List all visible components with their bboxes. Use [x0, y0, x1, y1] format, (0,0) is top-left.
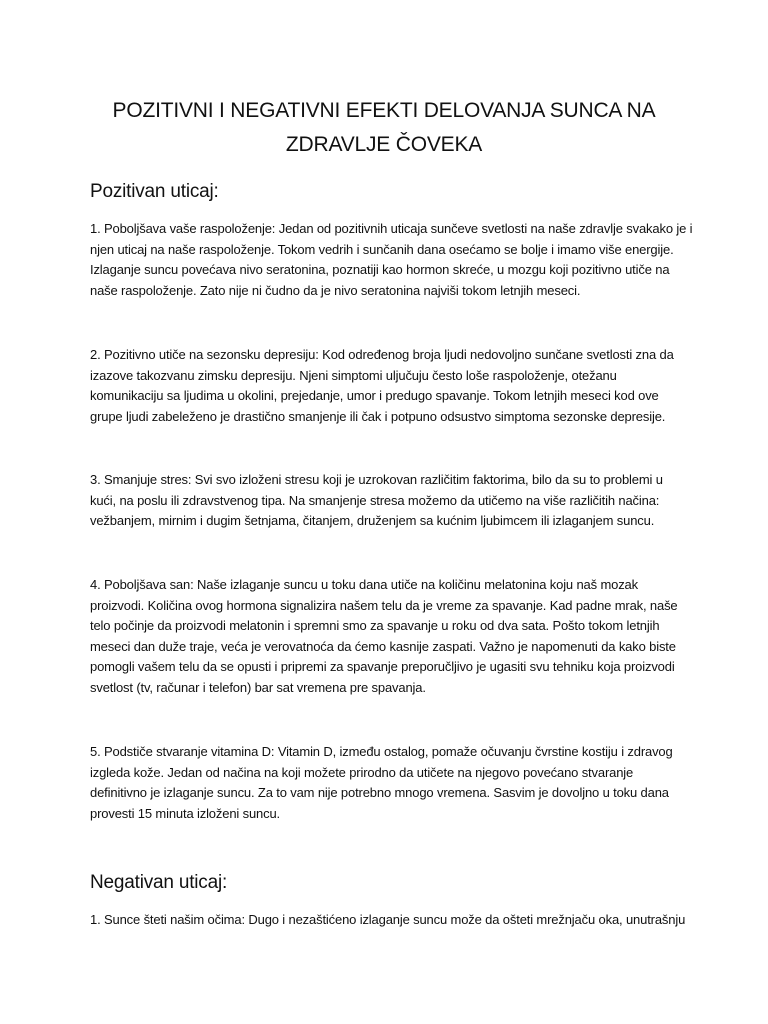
paragraph-line: meseci dan duže traje, veća je verovatnoća da ćemo kasnije zaspati. Važno je napomenuti da kako biste [90, 638, 676, 654]
title-line: ZDRAVLJE ČOVEKA [285, 133, 483, 156]
paragraph-positive-1 [90, 219, 693, 301]
paragraph-positive-5 [90, 742, 690, 824]
paragraph-line: naše raspoloženje. Zato nije ni čudno da je nivo seratonina najviši tokom letnjih meseci. [90, 282, 581, 298]
title-line: POZITIVNI I NEGATIVNI EFEKTI DELOVANJA SUNCA NA [112, 99, 656, 122]
paragraph-line: vežbanjem, mirnim i dugim šetnjama, čitanjem, druženjem sa kućnim ljubimcem ili izlaganjem suncu. [90, 513, 655, 528]
paragraph-line: Izlaganje suncu povećava nivo seratonina, poznatiji kao hormon skreće, u mozgu koji pozitivno utiče na [90, 262, 670, 277]
paragraph-line: 5. Podstiče stvaranje vitamina D: Vitamin D, između ostalog, pomaže očuvanju čvrstine kostiju i zdravog [90, 744, 673, 759]
paragraph-line: 1. Poboljšava vaše raspoloženje: Jedan od pozitivnih uticaja sunčeve svetlosti na naše zdravlje svakako je i [90, 221, 693, 236]
paragraph-line: kući, na poslu ili zdravstvenog tipa. Na smanjenje stresa možemo da utičemo na više različitih načina: [90, 492, 660, 508]
paragraph-line: definitivno je izlaganje suncu. Za to vam nije potrebno mnogo vremena. Sasvim je dovoljno u toku dana [90, 785, 669, 800]
paragraph-line: provesti 15 minuta izloženi suncu. [90, 805, 281, 821]
paragraph-line: izazove takozvanu zimsku depresiju. Njeni simptomi uljučuju često loše raspoloženje, otežanu [90, 367, 617, 383]
paragraph-line: proizvodi. Količina ovog hormona signalizira našem telu da je vreme za spavanje. Kad padne mrak, naše [90, 597, 678, 613]
paragraph-line: 3. Smanjuje stres: Svi svo izloženi stresu koji je uzrokovan različitim faktorima, bilo da su to problemi u [90, 472, 663, 487]
paragraph-line: 1. Sunce šteti našim očima: Dugo i nezaštićeno izlaganje suncu može da ošteti mrežnjaču oka, unutrašnju [90, 912, 686, 927]
paragraph-line: pomogli vašem telu da se opusti i pripremi za spavanje preporučljivo je ugasiti svu tehniku koja proizvodi [90, 659, 675, 674]
document-title [60, 94, 708, 162]
paragraph-line: svetlost (tv, računar i telefon) bar sat vremena pre spavanja. [90, 679, 426, 695]
paragraph-line: 4. Poboljšava san: Naše izlaganje suncu u toku dana utiče na količinu melatonina koju naš mozak [90, 577, 638, 592]
paragraph-positive-2 [90, 345, 690, 427]
paragraph-negative-1 [90, 910, 690, 931]
paragraph-line: njen uticaj na naše raspoloženje. Tokom vedrih i sunčanih dana osećamo se bolje i imamo više energije. [90, 241, 674, 257]
paragraph-positive-4 [90, 575, 690, 698]
paragraph-line: 2. Pozitivno utiče na sezonsku depresiju: Kod određenog broja ljudi nedovoljno sunčane svetlosti zna da [90, 347, 674, 362]
paragraph-line: grupe ljudi zabeleženo je drastično smanjenje ili čak i potpuno odsustvo simptoma sezonske depresije. [90, 408, 666, 424]
paragraph-positive-3 [90, 470, 690, 532]
section-heading-positive: Pozitivan uticaj: [90, 181, 219, 202]
section-heading-negative: Negativan uticaj: [90, 872, 228, 893]
paragraph-line: telo počinje da proizvodi melatonin i spremni smo za spavanje u roku od dva sata. Pošto tokom letnjih [90, 618, 660, 633]
paragraph-line: izgleda kože. Jedan od načina na koji možete prirodno da utičete na njegovo povećano stvaranje [90, 764, 634, 780]
paragraph-line: komunikaciju sa ljudima u okolini, prejedanje, umor i predugo spavanje. Tokom letnjih meseci kod ove [90, 388, 659, 403]
